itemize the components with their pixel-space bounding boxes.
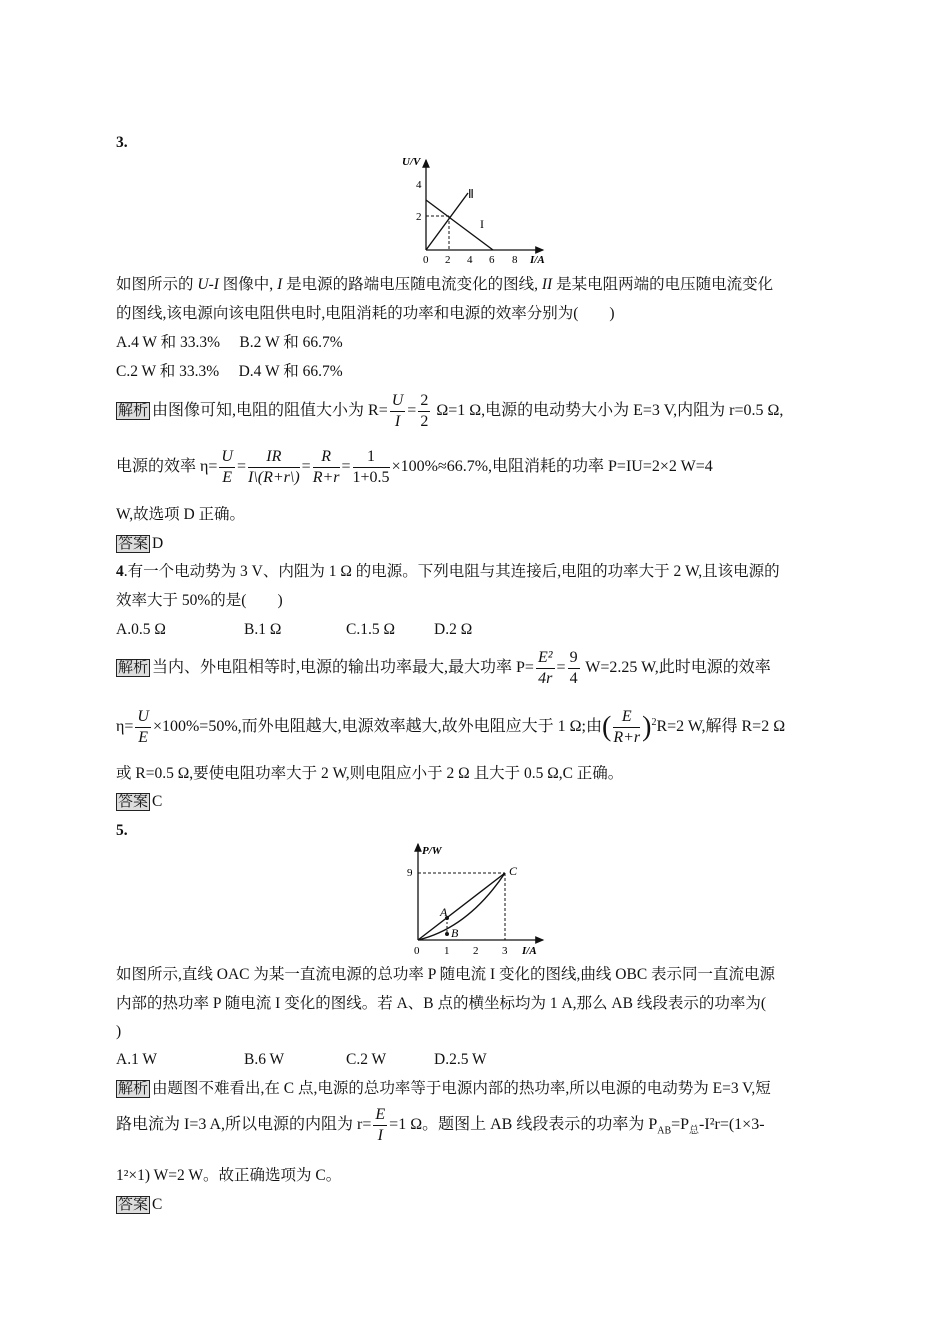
q5-line-OAC xyxy=(418,873,505,940)
q5-label-A: A xyxy=(440,905,448,919)
q5-analysis-line3: 1²×1) W=2 W。故正确选项为 C。 xyxy=(116,1167,342,1184)
q3-stem-line1: 如图所示的 U-I 图像中, I 是电源的路端电压随电流变化的图线, II 是某电阻两端的电压随电流变化 xyxy=(116,276,774,293)
q4-stem-line2: 效率大于 50%的是( ) xyxy=(116,592,283,609)
q3-xtick-0: 0 xyxy=(423,254,429,266)
q5-xtick-3: 3 xyxy=(502,945,508,957)
q3-label-II: Ⅱ xyxy=(468,187,474,201)
q3-stem-line2: 的图线,该电源向该电阻供电时,电阻消耗的功率和电源的效率分别为( ) xyxy=(116,305,615,322)
q3-xtick-8: 8 xyxy=(512,254,518,266)
q4-analysis-line3: 或 R=0.5 Ω,要使电阻功率大于 2 W,则电阻应小于 2 Ω 且大于 0.5 Ω,C 正确。 xyxy=(116,765,624,782)
q5-answer: 答案 C xyxy=(118,1196,163,1213)
q4-analysis-line2: η= $\frac{U}{E}$ ×100%=50%,而外电阻越大,电源效率越大,故外电阻应大于 1 Ω;由( $\frac{E}{R+r}$ )$^2$R=2 W,解得 R=2 Ω xyxy=(116,708,786,746)
q5-power-graph xyxy=(398,838,558,960)
analysis-tag: 解析 xyxy=(118,1081,149,1097)
q5-stem-line1: 如图所示,直线 OAC 为某一直流电源的总功率 P 随电流 I 变化的图线,曲线 OBC 表示同一直流电源 xyxy=(116,966,776,983)
q5-stem-line3: ) xyxy=(116,1023,122,1040)
q3-number: 3. xyxy=(116,134,128,151)
q4-option-d: D.2 Ω xyxy=(434,621,473,638)
q3-xtick-2: 2 xyxy=(445,254,451,266)
q4-option-b: B.1 Ω xyxy=(244,621,282,638)
q5-option-c: C.2 W xyxy=(346,1051,387,1068)
q5-option-a: A.1 W xyxy=(116,1051,158,1068)
q4-option-a: A.0.5 Ω xyxy=(116,621,166,638)
q3-xlabel: I/A xyxy=(530,254,545,266)
q5-ytick-9: 9 xyxy=(407,867,413,879)
answer-tag: 答案 xyxy=(118,794,149,810)
q3-answer: 答案 D xyxy=(118,535,164,552)
analysis-tag: 解析 xyxy=(118,660,149,677)
q5-ylabel: P/W xyxy=(422,845,442,857)
q3-options-row2: C.2 W 和 33.3% D.4 W 和 66.7% xyxy=(116,363,343,380)
q3-ui-graph xyxy=(398,150,556,268)
q3-analysis-line2: 电源的效率 η= $\frac{U}{E}$ = $\frac{IR}{I\backslash(R+r\backslash)}$ = $\frac{R}{R+r}$ = $\frac{1}{1+0.5}$ ×100%≈66.7%,电阻消耗的功率 P=IU=2×2 W=4 xyxy=(116,448,713,486)
q3-line-II xyxy=(426,193,468,250)
q5-stem-line2: 内部的热功率 P 随电流 I 变化的图线。若 A、B 点的横坐标均为 1 A,那么 AB 线段表示的功率为( xyxy=(116,995,767,1012)
q5-xtick-1: 1 xyxy=(444,945,450,957)
answer-tag: 答案 xyxy=(118,1197,149,1213)
answer-tag: 答案 xyxy=(118,536,149,552)
q5-point-B xyxy=(445,932,449,936)
q3-options-row1: A.4 W 和 33.3% B.2 W 和 66.7% xyxy=(116,334,343,351)
q5-option-d: D.2.5 W xyxy=(434,1051,487,1068)
q5-analysis-line2: 路电流为 I=3 A,所以电源的内阻为 r= $\frac{E}{I}$ =1 Ω。题图上 AB 线段表示的功率为 $P_{AB}=P_总-I^2r=(1\times 3-$ xyxy=(116,1106,765,1144)
q3-ylabel: U/V xyxy=(402,156,421,168)
q5-label-B: B xyxy=(451,926,459,940)
q3-xtick-6: 6 xyxy=(489,254,495,266)
analysis-tag: 解析 xyxy=(118,403,149,420)
q3-analysis-line3: W,故选项 D 正确。 xyxy=(116,506,246,523)
q5-option-b: B.6 W xyxy=(244,1051,285,1068)
q5-xtick-2: 2 xyxy=(473,945,479,957)
q4-analysis-line1: 解析 当内、外电阻相等时,电源的输出功率最大,最大功率 P= $\frac{\text{E²}}{4r}$ = $\frac{9}{4}$ W=2.25 W,此时电源的效率 xyxy=(118,649,771,687)
q4-option-c: C.1.5 Ω xyxy=(346,621,395,638)
q3-ytick-4: 4 xyxy=(416,179,422,191)
q5-xtick-0: 0 xyxy=(414,945,420,957)
q3-analysis-line1: 解析 由图像可知,电阻的阻值大小为 R= $\frac{U}{I}$ = $\frac{2}{2}$ Ω=1 Ω,电源的电动势大小为 E=3 V,内阻为 r=0.5 Ω, xyxy=(118,392,784,430)
q5-analysis-line1: 解析 由题图不难看出,在 C 点,电源的总功率等于电源内部的热功率,所以电源的电动势为 E=3 V,短 xyxy=(118,1080,771,1097)
q3-xtick-4: 4 xyxy=(467,254,473,266)
q5-label-C: C xyxy=(509,864,518,878)
q5-number: 5. xyxy=(116,822,128,839)
q4-answer: 答案 C xyxy=(118,793,163,810)
q5-xlabel: I/A xyxy=(522,945,537,957)
q3-label-I: I xyxy=(480,217,484,231)
q3-ytick-2: 2 xyxy=(416,211,422,223)
q4-stem-line1: 4.有一个电动势为 3 V、内阻为 1 Ω 的电源。下列电阻与其连接后,电阻的功率大于 2 W,且该电源的 xyxy=(116,563,780,580)
